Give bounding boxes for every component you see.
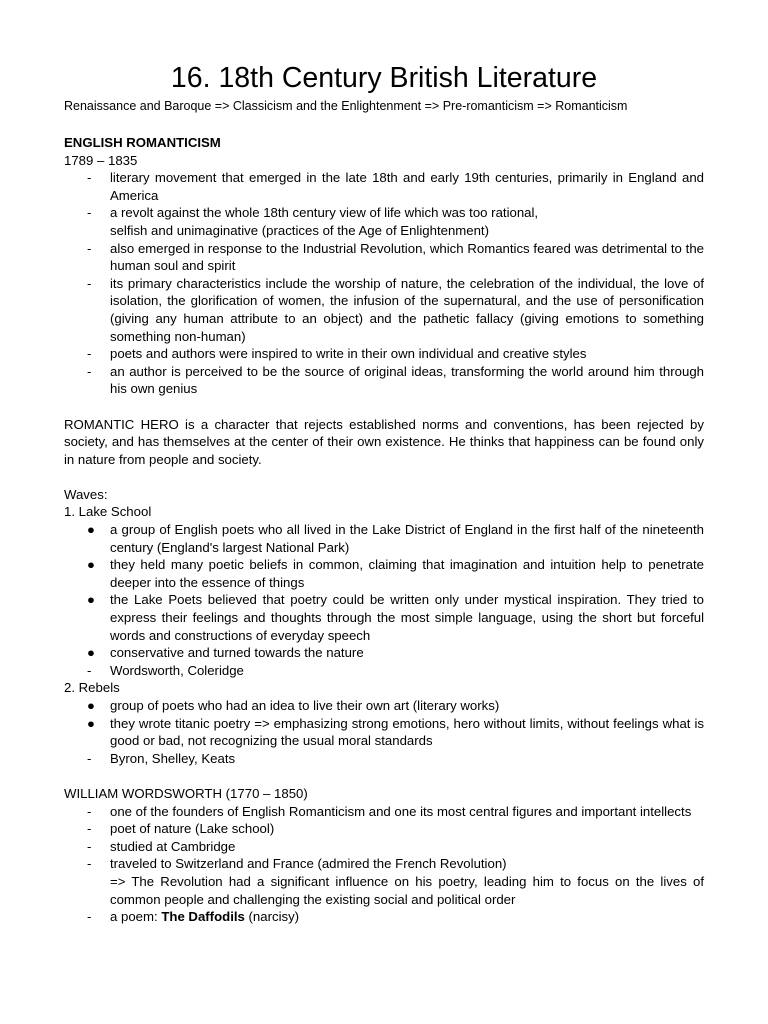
list-item-text: an author is perceived to be the source of original ideas, transforming the world around him through his own genius — [110, 363, 704, 397]
section-heading-romanticism: ENGLISH ROMANTICISM — [64, 135, 221, 150]
list-item-text: conservative and turned towards the nature — [110, 645, 364, 661]
dash-marker: - — [87, 856, 92, 872]
bullet-marker: ● — [87, 522, 95, 538]
list-item — [64, 521, 704, 556]
dash-marker: - — [87, 240, 92, 256]
list-item-text: they held many poetic beliefs in common, claiming that imagination and intuition help to penetrate deeper into the essence of things — [110, 557, 704, 590]
list-item — [64, 169, 704, 204]
bullet-marker: ● — [87, 557, 95, 573]
poem-suffix: (narcisy) — [244, 909, 300, 925]
list-item — [64, 556, 704, 591]
dash-marker: - — [87, 909, 92, 925]
bullet-marker: ● — [87, 698, 95, 713]
poem-prefix: a poem: — [110, 909, 162, 925]
dash-marker: - — [87, 838, 92, 854]
dash-marker: - — [87, 750, 92, 766]
list-item — [64, 855, 704, 908]
rebels-list — [64, 697, 704, 767]
romantic-hero-paragraph: ROMANTIC HERO is a character that rejects established norms and conventions, has been rejected by society, and has themselves at the center of their own existence. He thinks that happiness can be found only in nature from people and society. — [64, 416, 704, 467]
list-item-text: studied at Cambridge — [110, 838, 236, 854]
list-item — [64, 838, 704, 856]
romanticism-years: 1789 – 1835 — [64, 152, 138, 168]
waves-label: Waves: — [64, 486, 108, 502]
list-item — [64, 644, 704, 662]
list-item-text: a group of English poets who all lived in the Lake District of England in the first half of the nineteenth century (England's largest National Park) — [110, 522, 704, 555]
list-item-text: traveled to Switzerland and France (admired the French Revolution) — [110, 856, 507, 872]
lake-school-list — [64, 521, 704, 679]
list-item — [64, 240, 704, 275]
dash-marker: - — [87, 803, 92, 819]
bullet-marker: ● — [87, 715, 95, 731]
spacer — [64, 767, 704, 785]
dash-marker: - — [87, 662, 92, 678]
dash-marker: - — [87, 170, 92, 186]
list-item — [64, 662, 704, 680]
dash-marker: - — [87, 363, 92, 379]
bullet-marker: ● — [87, 592, 95, 608]
list-item-continuation: selfish and unimaginative (practices of the Age of Enlightenment) — [110, 222, 489, 238]
list-item-continuation: => The Revolution had a significant influence on his poetry, leading him to focus on the lives of common people and challenging the existing social and political order — [110, 873, 704, 907]
list-item-text: Wordsworth, Coleridge — [110, 662, 244, 678]
list-item-text — [110, 908, 704, 926]
dash-marker: - — [87, 205, 92, 221]
list-item — [64, 345, 704, 363]
lake-school-label: 1. Lake School — [64, 504, 152, 520]
list-item-text: one of the founders of English Romanticism and one its most central figures and important intellects — [110, 803, 692, 819]
poem-title: The Daffodils — [161, 909, 245, 925]
list-item-text: a revolt against the whole 18th century view of life which was too rational, — [110, 205, 539, 221]
page-title: 16. 18th Century British Literature — [170, 62, 598, 94]
list-item-text: poet of nature (Lake school) — [110, 821, 275, 837]
list-item-text: group of poets who had an idea to live their own art (literary works) — [110, 698, 500, 713]
list-item — [64, 275, 704, 345]
list-item-text: poets and authors were inspired to write in their own individual and creative styles — [110, 346, 587, 362]
bullet-marker: ● — [87, 645, 95, 661]
list-item-text: the Lake Poets believed that poetry could be written only under mystical inspiration. They tried to express their feelings and thoughts through the most simple language, using the short but forceful words and constructions of everyday speech — [110, 592, 704, 643]
dash-marker: - — [87, 346, 92, 362]
list-item — [64, 820, 704, 838]
list-item-text: Byron, Shelley, Keats — [110, 750, 236, 766]
list-item-text: its primary characteristics include the worship of nature, the celebration of the individual, the love of isolation, the glorification of women, the infusion of the supernatural, and the use of personification (giving any human attribute to an object) and the pathetic fallacy (giving emotions to something something non-human) — [110, 275, 704, 344]
romanticism-list — [64, 169, 704, 398]
list-item — [64, 803, 704, 821]
list-item — [64, 697, 704, 715]
wordsworth-heading: WILLIAM WORDSWORTH (1770 – 1850) — [64, 785, 308, 801]
dash-marker: - — [87, 275, 92, 291]
list-item-text: literary movement that emerged in the late 18th and early 19th centuries, primarily in England and America — [110, 170, 704, 203]
wordsworth-list — [64, 803, 704, 926]
rebels-label: 2. Rebels — [64, 680, 120, 696]
list-item — [64, 908, 704, 926]
list-item-text: also emerged in response to the Industrial Revolution, which Romantics feared was detrimental to the human soul and spirit — [110, 240, 704, 274]
list-item — [64, 204, 704, 239]
list-item — [64, 715, 704, 750]
page-subtitle: Renaissance and Baroque => Classicism and the Enlightenment => Pre-romanticism => Romanticism — [64, 99, 628, 113]
list-item — [64, 750, 704, 768]
list-item — [64, 591, 704, 644]
list-item-text: they wrote titanic poetry => emphasizing strong emotions, hero without limits, without feelings what is good or bad, not recognizing the usual moral standards — [110, 715, 704, 749]
dash-marker: - — [87, 821, 92, 837]
list-item — [64, 363, 704, 398]
spacer — [64, 468, 704, 486]
